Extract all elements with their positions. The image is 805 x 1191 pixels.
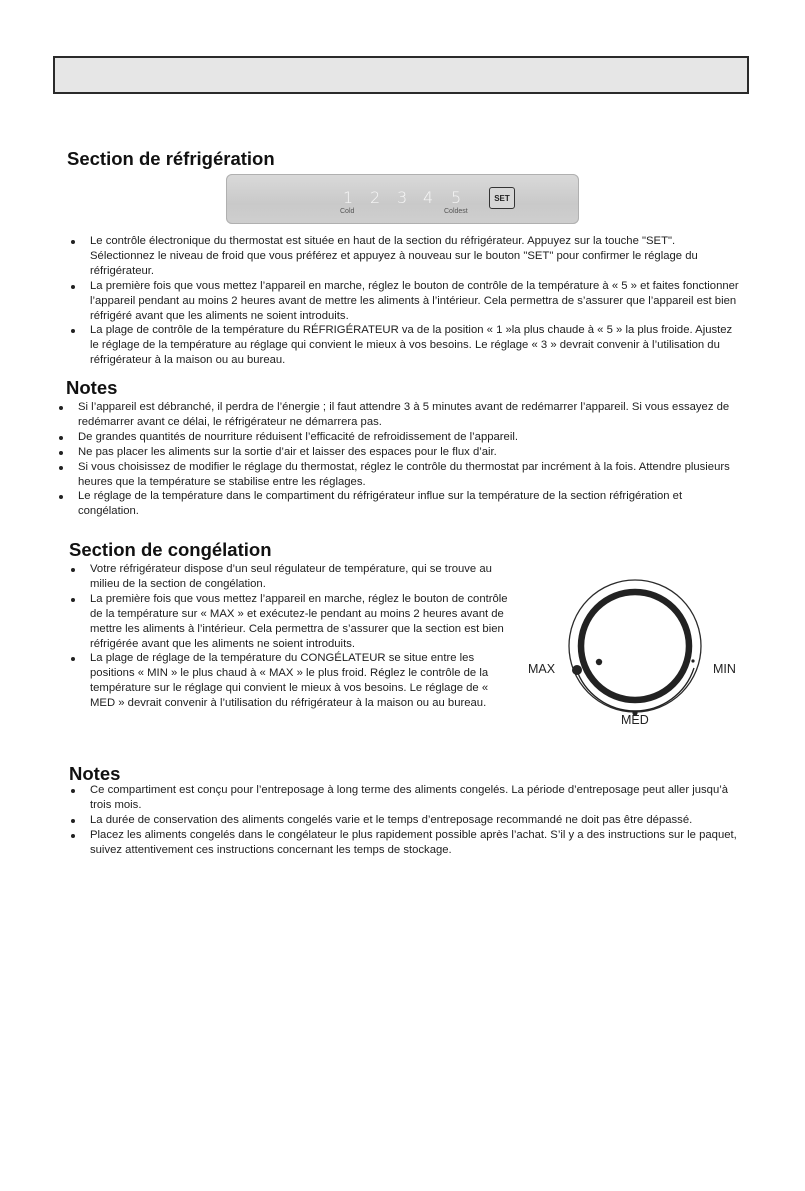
refrigerator-control-panel <box>226 174 579 224</box>
min-label: MIN <box>713 662 736 676</box>
notes-bullet-list-1 <box>54 400 744 519</box>
list-item: Si vous choisissez de modifier le réglage du thermostat, réglez le contrôle du thermostat par incrément à la fois. Attendre plusieurs heures que la température se stabilise entre les réglages. <box>54 460 744 490</box>
dial-knob[interactable] <box>581 592 689 700</box>
level-3[interactable]: 3 <box>397 188 408 207</box>
level-1[interactable]: 1 <box>343 188 354 207</box>
list-item: La durée de conservation des aliments congelés varie et le temps d’entreposage recommandé ne doit pas être dépassé. <box>66 813 746 828</box>
freezer-bullet-list <box>66 562 514 711</box>
list-item: De grandes quantités de nourriture réduisent l’efficacité de refroidissement de l’appareil. <box>54 430 744 445</box>
list-item: Placez les aliments congelés dans le congélateur le plus rapidement possible après l’achat. S’il y a des instructions sur le paquet, suivez attentivement ces instructions concernant les temps de stockage. <box>66 828 746 858</box>
list-item: La première fois que vous mettez l’appareil en marche, réglez le bouton de contrôle de la température à « 5 » et faites fonctionner l’appareil pendant au moins 2 heures avant de mettre les aliments à l’intérieur. Cela permettra de s’assurer que l’appareil est bien réfrigéré avant que les aliments ne soient introduits. <box>66 279 742 324</box>
freezer-temperature-dial[interactable] <box>560 576 710 716</box>
med-label: MED <box>621 713 649 727</box>
max-position-dot <box>572 665 582 675</box>
freezer-section-title: Section de congélation <box>69 539 272 560</box>
coldest-label: Coldest <box>444 208 468 215</box>
notes-bullet-list-2 <box>66 783 746 858</box>
list-item: Ne pas placer les aliments sur la sortie d’air et laisser des espaces pour le flux d’air. <box>54 445 744 460</box>
list-item: La première fois que vous mettez l’appareil en marche, réglez le bouton de contrôle de la température sur « MAX » et exécutez-le pendant au moins 2 heures avant de mettre les aliments à l’intérieur. Cela permettra de s’assurer que la section est bien réfrigérée avant que les aliments ne soient introduits. <box>66 592 514 652</box>
dial-indicator-dot <box>596 659 602 665</box>
level-2[interactable]: 2 <box>370 188 381 207</box>
list-item: Ce compartiment est conçu pour l’entreposage à long terme des aliments congelés. La période d’entreposage peut aller jusqu’à trois mois. <box>66 783 746 813</box>
header-bar <box>53 56 749 94</box>
refrigeration-section-title: Section de réfrigération <box>67 148 275 169</box>
max-label: MAX <box>528 662 556 676</box>
list-item: Le réglage de la température dans le compartiment du réfrigérateur influe sur la température de la section réfrigération et congélation. <box>54 489 744 519</box>
list-item: La plage de contrôle de la température du RÉFRIGÉRATEUR va de la position « 1 »la plus chaude à « 5 » la plus froide. Ajustez le réglage de la température au réglage qui convient le mieux à vos besoins. Le réglage « 3 » devrait convenir à l’utilisation du réfrigérateur à la maison ou au bureau. <box>66 323 742 368</box>
cold-label: Cold <box>340 208 355 215</box>
notes-title-2: Notes <box>69 763 121 784</box>
notes-title-1: Notes <box>66 377 118 398</box>
set-button[interactable]: SET <box>489 187 515 209</box>
level-4[interactable]: 4 <box>423 188 434 207</box>
refrigeration-bullet-list <box>66 234 742 368</box>
min-position-dot <box>691 659 694 662</box>
level-5[interactable]: 5 <box>451 188 462 207</box>
list-item: La plage de réglage de la température du CONGÉLATEUR se situe entre les positions « MIN » le plus chaud à « MAX » le plus froid. Réglez le contrôle de la température sur le réglage qui convient le mieux à vos besoins. Le réglage de « MED » devrait convenir à l’utilisation du réfrigérateur à la maison ou au bureau. <box>66 651 514 711</box>
list-item: Le contrôle électronique du thermostat est située en haut de la section du réfrigérateur. Appuyez sur la touche "SET". Sélectionnez le niveau de froid que vous préférez et appuyez à nouveau sur le bouton "SET" pour confirmer le réglage du réfrigérateur. <box>66 234 742 279</box>
list-item: Votre réfrigérateur dispose d’un seul régulateur de température, qui se trouve au milieu de la section de congélation. <box>66 562 514 592</box>
list-item: Si l’appareil est débranché, il perdra de l’énergie ; il faut attendre 3 à 5 minutes avant de redémarrer l’appareil. Si vous essayez de redémarrer avant ce délai, le réfrigérateur ne démarrera pas. <box>54 400 744 430</box>
